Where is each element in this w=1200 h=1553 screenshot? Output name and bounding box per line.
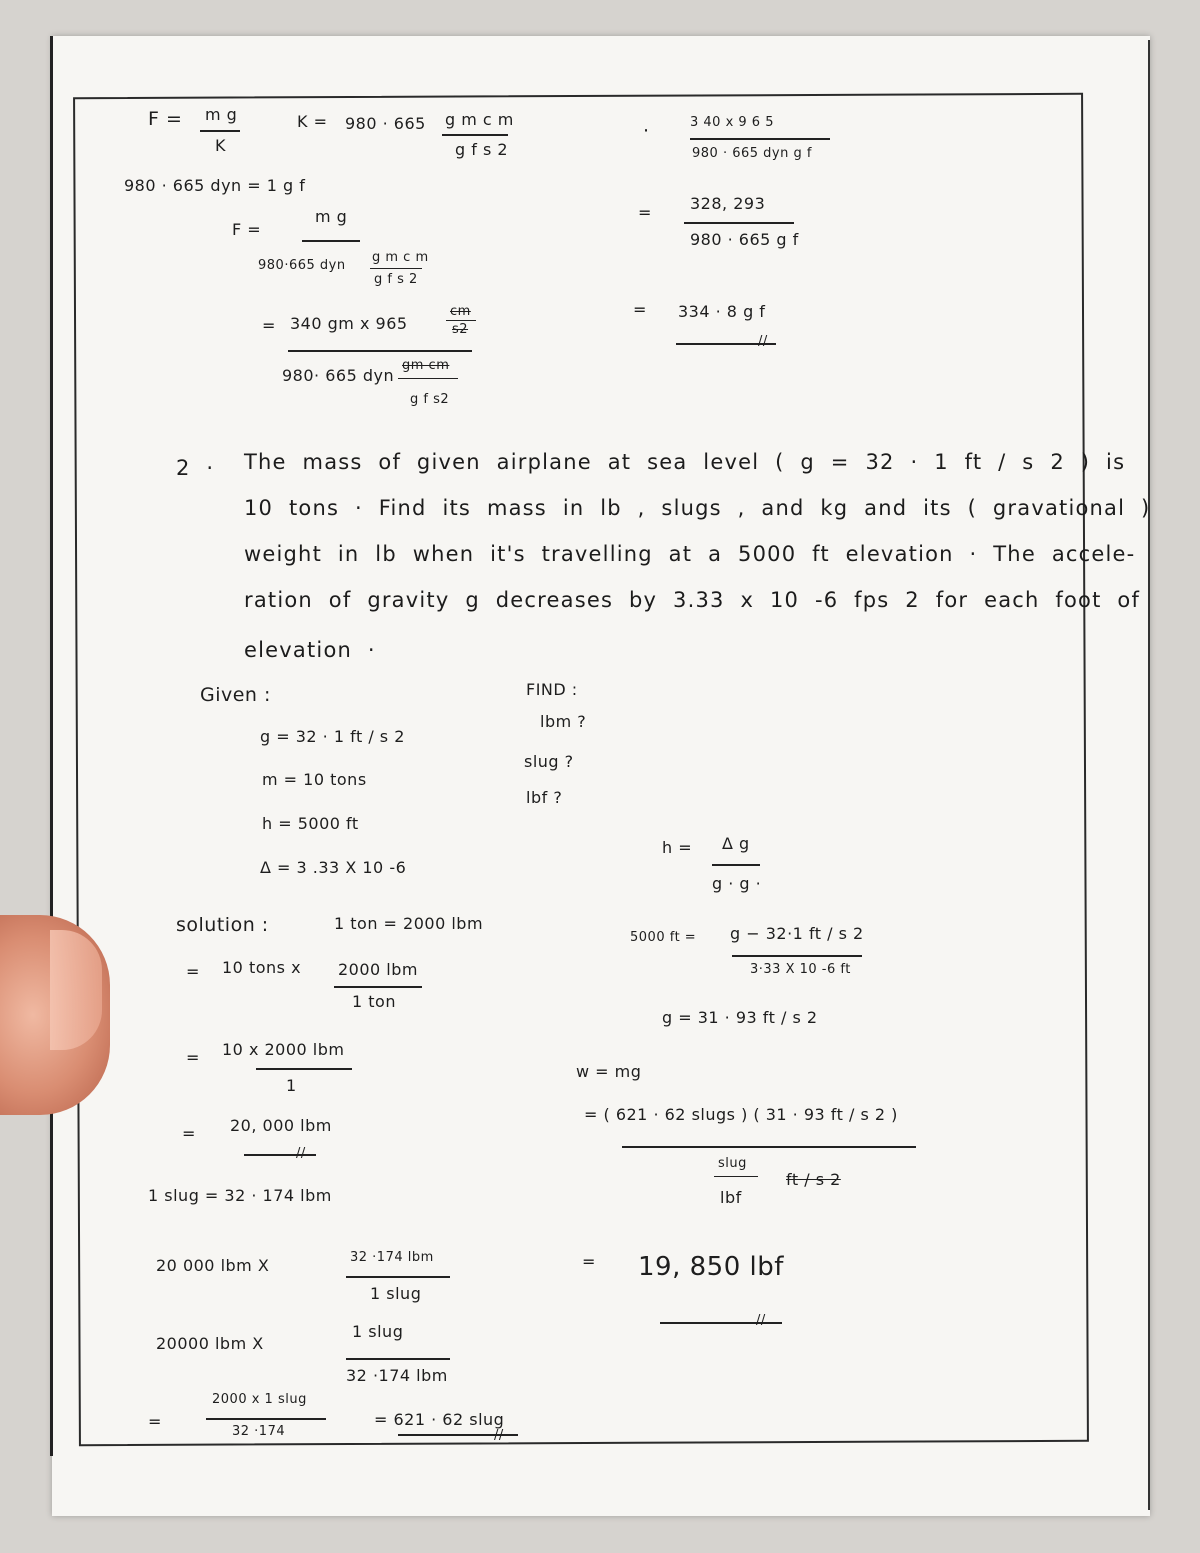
weight-den-den: lbf (720, 1188, 742, 1207)
c3-mark: // (494, 1428, 504, 1443)
eq-f3-num: 340 gm x 965 (290, 314, 408, 333)
s1-val: 10 tons x (222, 958, 302, 977)
c2-val: 20000 lbm X (156, 1334, 264, 1353)
s2-eq: = (186, 1048, 200, 1067)
bullet-dot: · (643, 120, 650, 142)
fraction-bar (302, 240, 360, 242)
problem-line-4: ration of gravity g decreases by 3.33 x 10 -6 fps 2 for each foot of (244, 588, 1141, 612)
eq-f3-den-unit-den: g f s2 (410, 392, 450, 407)
problem-number: 2 · (176, 456, 215, 480)
r2-den: 980 · 665 g f (690, 230, 799, 249)
r2-num: 328, 293 (690, 194, 766, 213)
c3-result: = 621 · 62 slug (374, 1410, 505, 1429)
c3-den: 32 ·174 (232, 1424, 286, 1439)
eq-f-num: m g (205, 105, 238, 124)
g-calc-num: g − 32·1 ft / s 2 (730, 924, 864, 943)
eq-f3-lhs: = (262, 316, 276, 335)
weight-den-unit: ft / s 2 (786, 1170, 841, 1189)
s3-mark: // (296, 1146, 306, 1161)
eq-k-den: g f s 2 (455, 140, 509, 159)
eq-k-lhs: K = (297, 112, 328, 131)
fraction-bar (334, 986, 422, 988)
find-title: FIND : (526, 680, 578, 699)
problem-line-1: The mass of given airplane at sea level ( g = 32 · 1 ft / s 2 ) is (244, 450, 1126, 474)
find-lbm: lbm ? (540, 712, 587, 731)
eq-f3-num-unit-den: s2 (452, 322, 469, 337)
given-delta: Δ = 3 .33 X 10 -6 (260, 858, 407, 877)
weight-den-num: slug (718, 1156, 747, 1171)
eq-dyn-gf: 980 · 665 dyn = 1 g f (124, 176, 306, 195)
fraction-bar (690, 138, 830, 140)
c3-eq: = (148, 1412, 162, 1431)
weight-eq-num: = ( 621 · 62 slugs ) ( 31 · 93 ft / s 2 ) (584, 1105, 898, 1124)
eq-f2-den-num: g m c m (372, 250, 429, 265)
page-border (73, 93, 1089, 1446)
eq-f-lhs: F = (148, 108, 183, 130)
eq-k-num: g m c m (445, 110, 514, 129)
c1-num: 32 ·174 lbm (350, 1250, 434, 1265)
sheet-edge-right (1148, 40, 1150, 1510)
fraction-bar (442, 134, 508, 136)
fraction-bar (346, 1276, 450, 1278)
r2-eq: = (638, 203, 652, 222)
c1-val: 20 000 lbm X (156, 1256, 270, 1275)
weight-result: 19, 850 lbf (638, 1252, 784, 1282)
fraction-bar (622, 1146, 916, 1148)
eq-f-den: K (215, 136, 226, 155)
s2-den: 1 (286, 1076, 297, 1095)
ton-conversion: 1 ton = 2000 lbm (334, 914, 484, 933)
r3-val: 334 · 8 g f (678, 302, 766, 321)
s1-num: 2000 lbm (338, 960, 418, 979)
g-result: g = 31 · 93 ft / s 2 (662, 1008, 818, 1027)
r1-num: 3 40 x 9 6 5 (690, 115, 774, 130)
s1-den: 1 ton (352, 992, 396, 1011)
result-eq: = (582, 1252, 596, 1271)
given-h: h = 5000 ft (262, 814, 359, 833)
fraction-bar (200, 130, 240, 132)
fraction-bar (346, 1358, 450, 1360)
problem-line-5: elevation · (244, 638, 376, 662)
r3-mark: // (758, 334, 768, 349)
eq-f3-den-unit-num: gm cm (402, 358, 450, 373)
eq-f2-den-den: g f s 2 (374, 272, 418, 287)
h-eq-den: g · g · (712, 874, 762, 893)
fraction-bar (256, 1068, 352, 1070)
eq-f2-den-val: 980·665 dyn (258, 258, 346, 273)
c2-den: 32 ·174 lbm (346, 1366, 448, 1385)
result-mark: // (756, 1313, 766, 1328)
solution-title: solution : (176, 914, 269, 936)
s1-eq: = (186, 962, 200, 981)
fraction-bar (714, 1176, 758, 1177)
eq-f3-num-unit-num: cm (450, 304, 471, 319)
fraction-bar (732, 955, 862, 957)
fraction-bar (288, 350, 472, 352)
eq-f2-lhs: F = (232, 220, 262, 239)
h-eq-num: Δ g (722, 834, 750, 853)
fraction-bar (398, 378, 458, 379)
weight-eq: w = mg (576, 1062, 642, 1081)
fraction-bar (206, 1418, 326, 1420)
given-title: Given : (200, 684, 271, 706)
c1-den: 1 slug (370, 1284, 422, 1303)
eq-f2-num: m g (315, 207, 348, 226)
fraction-bar (446, 320, 476, 321)
r1-den: 980 · 665 dyn g f (692, 146, 812, 161)
g-calc-den: 3·33 X 10 -6 ft (750, 962, 851, 977)
fraction-bar (684, 222, 794, 224)
eq-k-val: 980 · 665 (345, 114, 426, 133)
g-calc-lhs: 5000 ft = (630, 930, 697, 945)
fraction-bar (370, 268, 422, 269)
s2-num: 10 x 2000 lbm (222, 1040, 345, 1059)
find-lbf: lbf ? (526, 788, 563, 807)
c2-num: 1 slug (352, 1322, 404, 1341)
given-m: m = 10 tons (262, 770, 367, 789)
s3-eq: = (182, 1124, 196, 1143)
sheet-edge-left (50, 36, 53, 1456)
eq-f3-den-val: 980· 665 dyn (282, 366, 395, 385)
h-eq-lhs: h = (662, 838, 693, 857)
fraction-bar (712, 864, 760, 866)
find-slug: slug ? (524, 752, 574, 771)
slug-definition: 1 slug = 32 · 174 lbm (148, 1186, 332, 1205)
problem-line-3: weight in lb when it's travelling at a 5000 ft elevation · The accele- (244, 542, 1136, 566)
s3-val: 20, 000 lbm (230, 1116, 332, 1135)
problem-line-2: 10 tons · Find its mass in lb , slugs , and kg and its ( gravational ) (244, 496, 1151, 520)
r3-eq: = (633, 300, 647, 319)
given-g: g = 32 · 1 ft / s 2 (260, 727, 405, 746)
c3-num: 2000 x 1 slug (212, 1392, 307, 1407)
thumb-nail (50, 930, 102, 1050)
